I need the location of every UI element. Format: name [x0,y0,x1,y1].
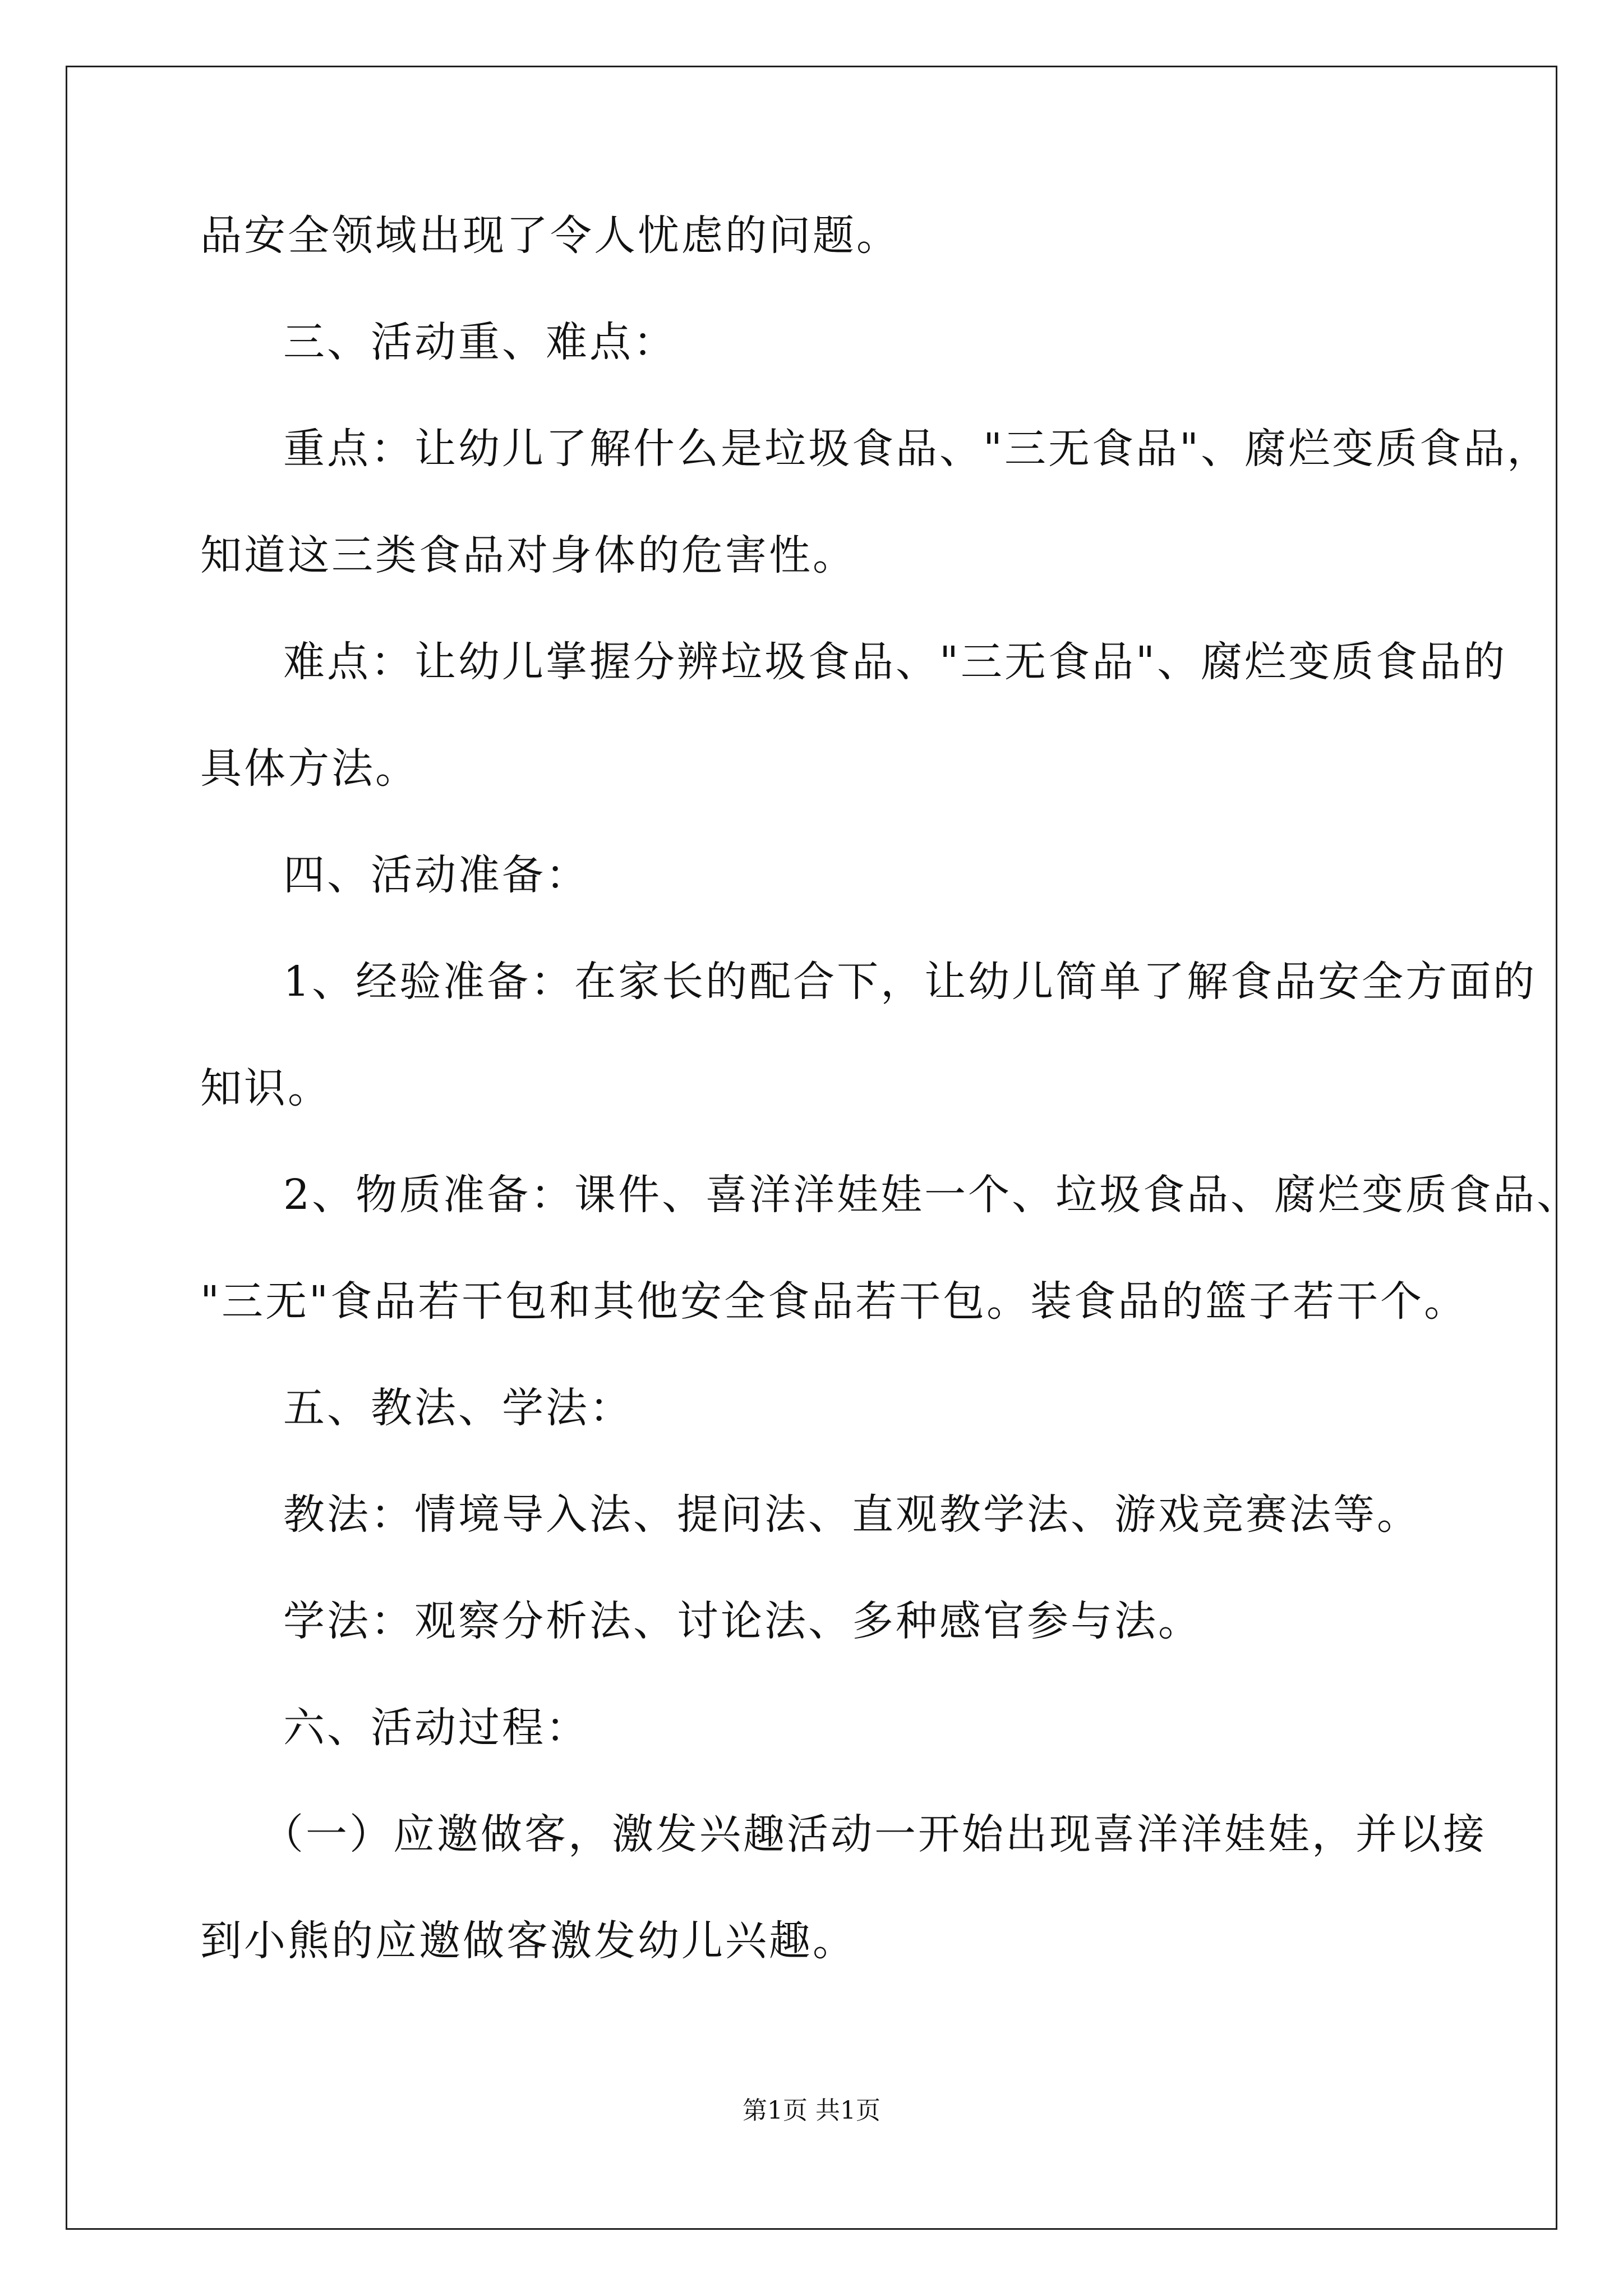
section-heading: 六、活动过程： [283,1704,589,1752]
page-border [66,66,1557,2230]
section-heading: 五、教法、学法： [283,1384,633,1432]
text-line: 品安全领域出现了令人忧虑的问题。 [200,211,900,260]
text-line: 难点：让幼儿掌握分辨垃圾食品、"三无食品"、腐烂变质食品的 [283,638,1507,686]
text-line: 到小熊的应邀做客激发幼儿兴趣。 [200,1917,856,1965]
page-footer: 第1页 共1页 [743,2096,880,2125]
text-line: 2、物质准备：课件、喜洋洋娃娃一个、垃圾食品、腐烂变质食品、 [283,1171,1581,1219]
text-line: 1、经验准备：在家长的配合下，让幼儿简单了解食品安全方面的 [283,958,1537,1006]
text-line: 知道这三类食品对身体的危害性。 [200,531,856,579]
text-line: "三无"食品若干包和其他安全食品若干包。装食品的篮子若干个。 [200,1277,1468,1326]
text-line: 重点：让幼儿了解什么是垃圾食品、"三无食品"、腐烂变质食品， [283,425,1551,473]
section-heading: 三、活动重、难点： [283,318,677,366]
text-line: 教法：情境导入法、提问法、直观教学法、游戏竞赛法等。 [283,1490,1421,1539]
text-line: 具体方法。 [200,744,419,793]
text-line: 学法：观察分析法、讨论法、多种感官参与法。 [283,1597,1202,1645]
text-line: （一）应邀做客，激发兴趣活动一开始出现喜洋洋娃娃，并以接 [262,1810,1487,1858]
section-heading: 四、活动准备： [283,851,589,899]
text-line: 知识。 [200,1064,331,1112]
